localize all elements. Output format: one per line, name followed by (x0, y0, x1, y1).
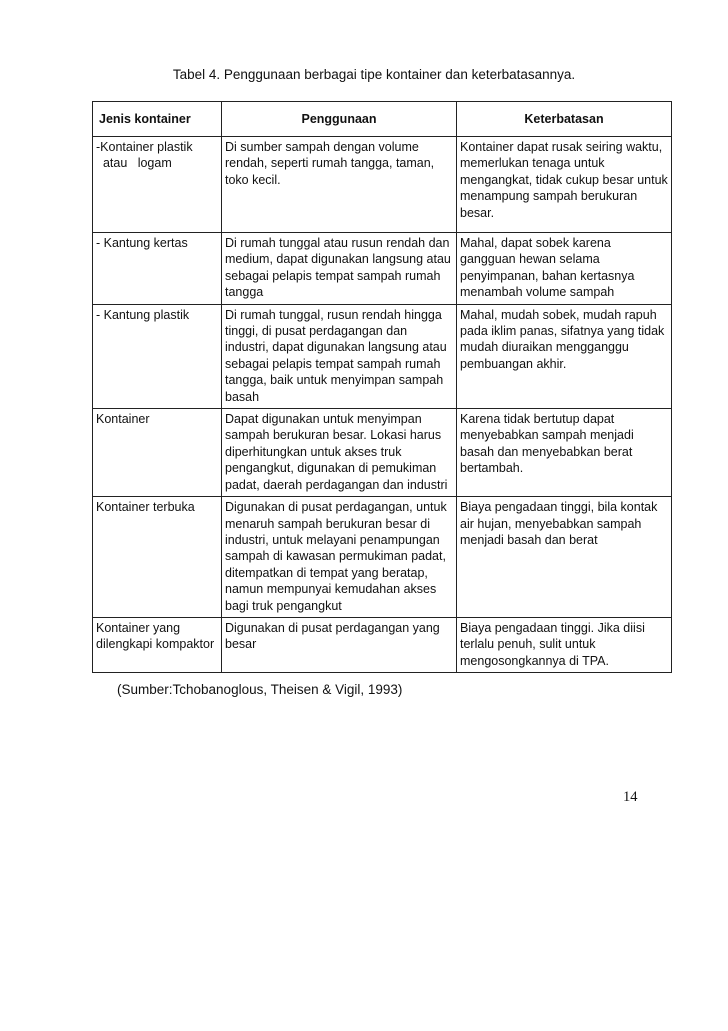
cell-keterbatasan: Biaya pengadaan tinggi, bila kontak air hujan, menyebabkan sampah menjadi basah dan berat (457, 497, 672, 618)
column-header-penggunaan: Penggunaan (222, 102, 457, 137)
source-citation: (Sumber:Tchobanoglous, Theisen & Vigil, 1993) (117, 682, 403, 697)
column-header-keterbatasan: Keterbatasan (457, 102, 672, 137)
cell-penggunaan: Di sumber sampah dengan volume rendah, seperti rumah tangga, taman, toko kecil. (222, 137, 457, 233)
cell-jenis: Kontainer (93, 409, 222, 497)
cell-penggunaan: Dapat digunakan untuk menyimpan sampah berukuran besar. Lokasi harus diperhitungkan untuk akses truk pengangkut, digunakan di pemukiman padat, daerah perdagangan dan industri (222, 409, 457, 497)
cell-jenis: -Kontainer plastik atau logam (93, 137, 222, 233)
cell-penggunaan: Di rumah tunggal atau rusun rendah dan medium, dapat digunakan langsung atau sebagai pelapis tempat sampah rumah tangga (222, 233, 457, 305)
table-row (93, 409, 672, 497)
table-row (93, 304, 672, 408)
cell-keterbatasan: Biaya pengadaan tinggi. Jika diisi terlalu penuh, sulit untuk mengosongkannya di TPA. (457, 617, 672, 672)
column-header-jenis: Jenis kontainer (93, 102, 222, 137)
cell-keterbatasan: Karena tidak bertutup dapat menyebabkan sampah menjadi basah dan menyebabkan berat bertambah. (457, 409, 672, 497)
cell-penggunaan: Digunakan di pusat perdagangan yang besar (222, 617, 457, 672)
table-row (93, 497, 672, 618)
cell-penggunaan: Digunakan di pusat perdagangan, untuk menaruh sampah berukuran besar di industri, untuk melayani penampungan sampah di kawasan permukiman padat, ditempatkan di tempat yang beratap, namun mempunyai kemudahan akses bagi truk pengangkut (222, 497, 457, 618)
table-row (93, 617, 672, 672)
container-table (92, 101, 672, 673)
cell-jenis: - Kantung plastik (93, 304, 222, 408)
cell-keterbatasan: Kontainer dapat rusak seiring waktu, memerlukan tenaga untuk mengangkat, tidak cukup besar untuk menampung sampah berukuran besar. (457, 137, 672, 233)
cell-jenis: Kontainer terbuka (93, 497, 222, 618)
page-number: 14 (623, 789, 638, 805)
table-header-row (93, 102, 672, 137)
cell-keterbatasan: Mahal, dapat sobek karena gangguan hewan selama penyimpanan, bahan kertasnya menambah volume sampah (457, 233, 672, 305)
cell-keterbatasan: Mahal, mudah sobek, mudah rapuh pada iklim panas, sifatnya yang tidak mudah diuraikan mengganggu pembuangan akhir. (457, 304, 672, 408)
cell-jenis: Kontainer yang dilengkapi kompaktor (93, 617, 222, 672)
table-row (93, 137, 672, 233)
table-caption: Tabel 4. Penggunaan berbagai tipe kontainer dan keterbatasannya. (172, 67, 576, 82)
table-row (93, 233, 672, 305)
cell-penggunaan: Di rumah tunggal, rusun rendah hingga tinggi, di pusat perdagangan dan industri, dapat digunakan langsung atau sebagai pelapis tempat sampah rumah tangga, baik untuk menyimpan sampah basah (222, 304, 457, 408)
cell-jenis: - Kantung kertas (93, 233, 222, 305)
